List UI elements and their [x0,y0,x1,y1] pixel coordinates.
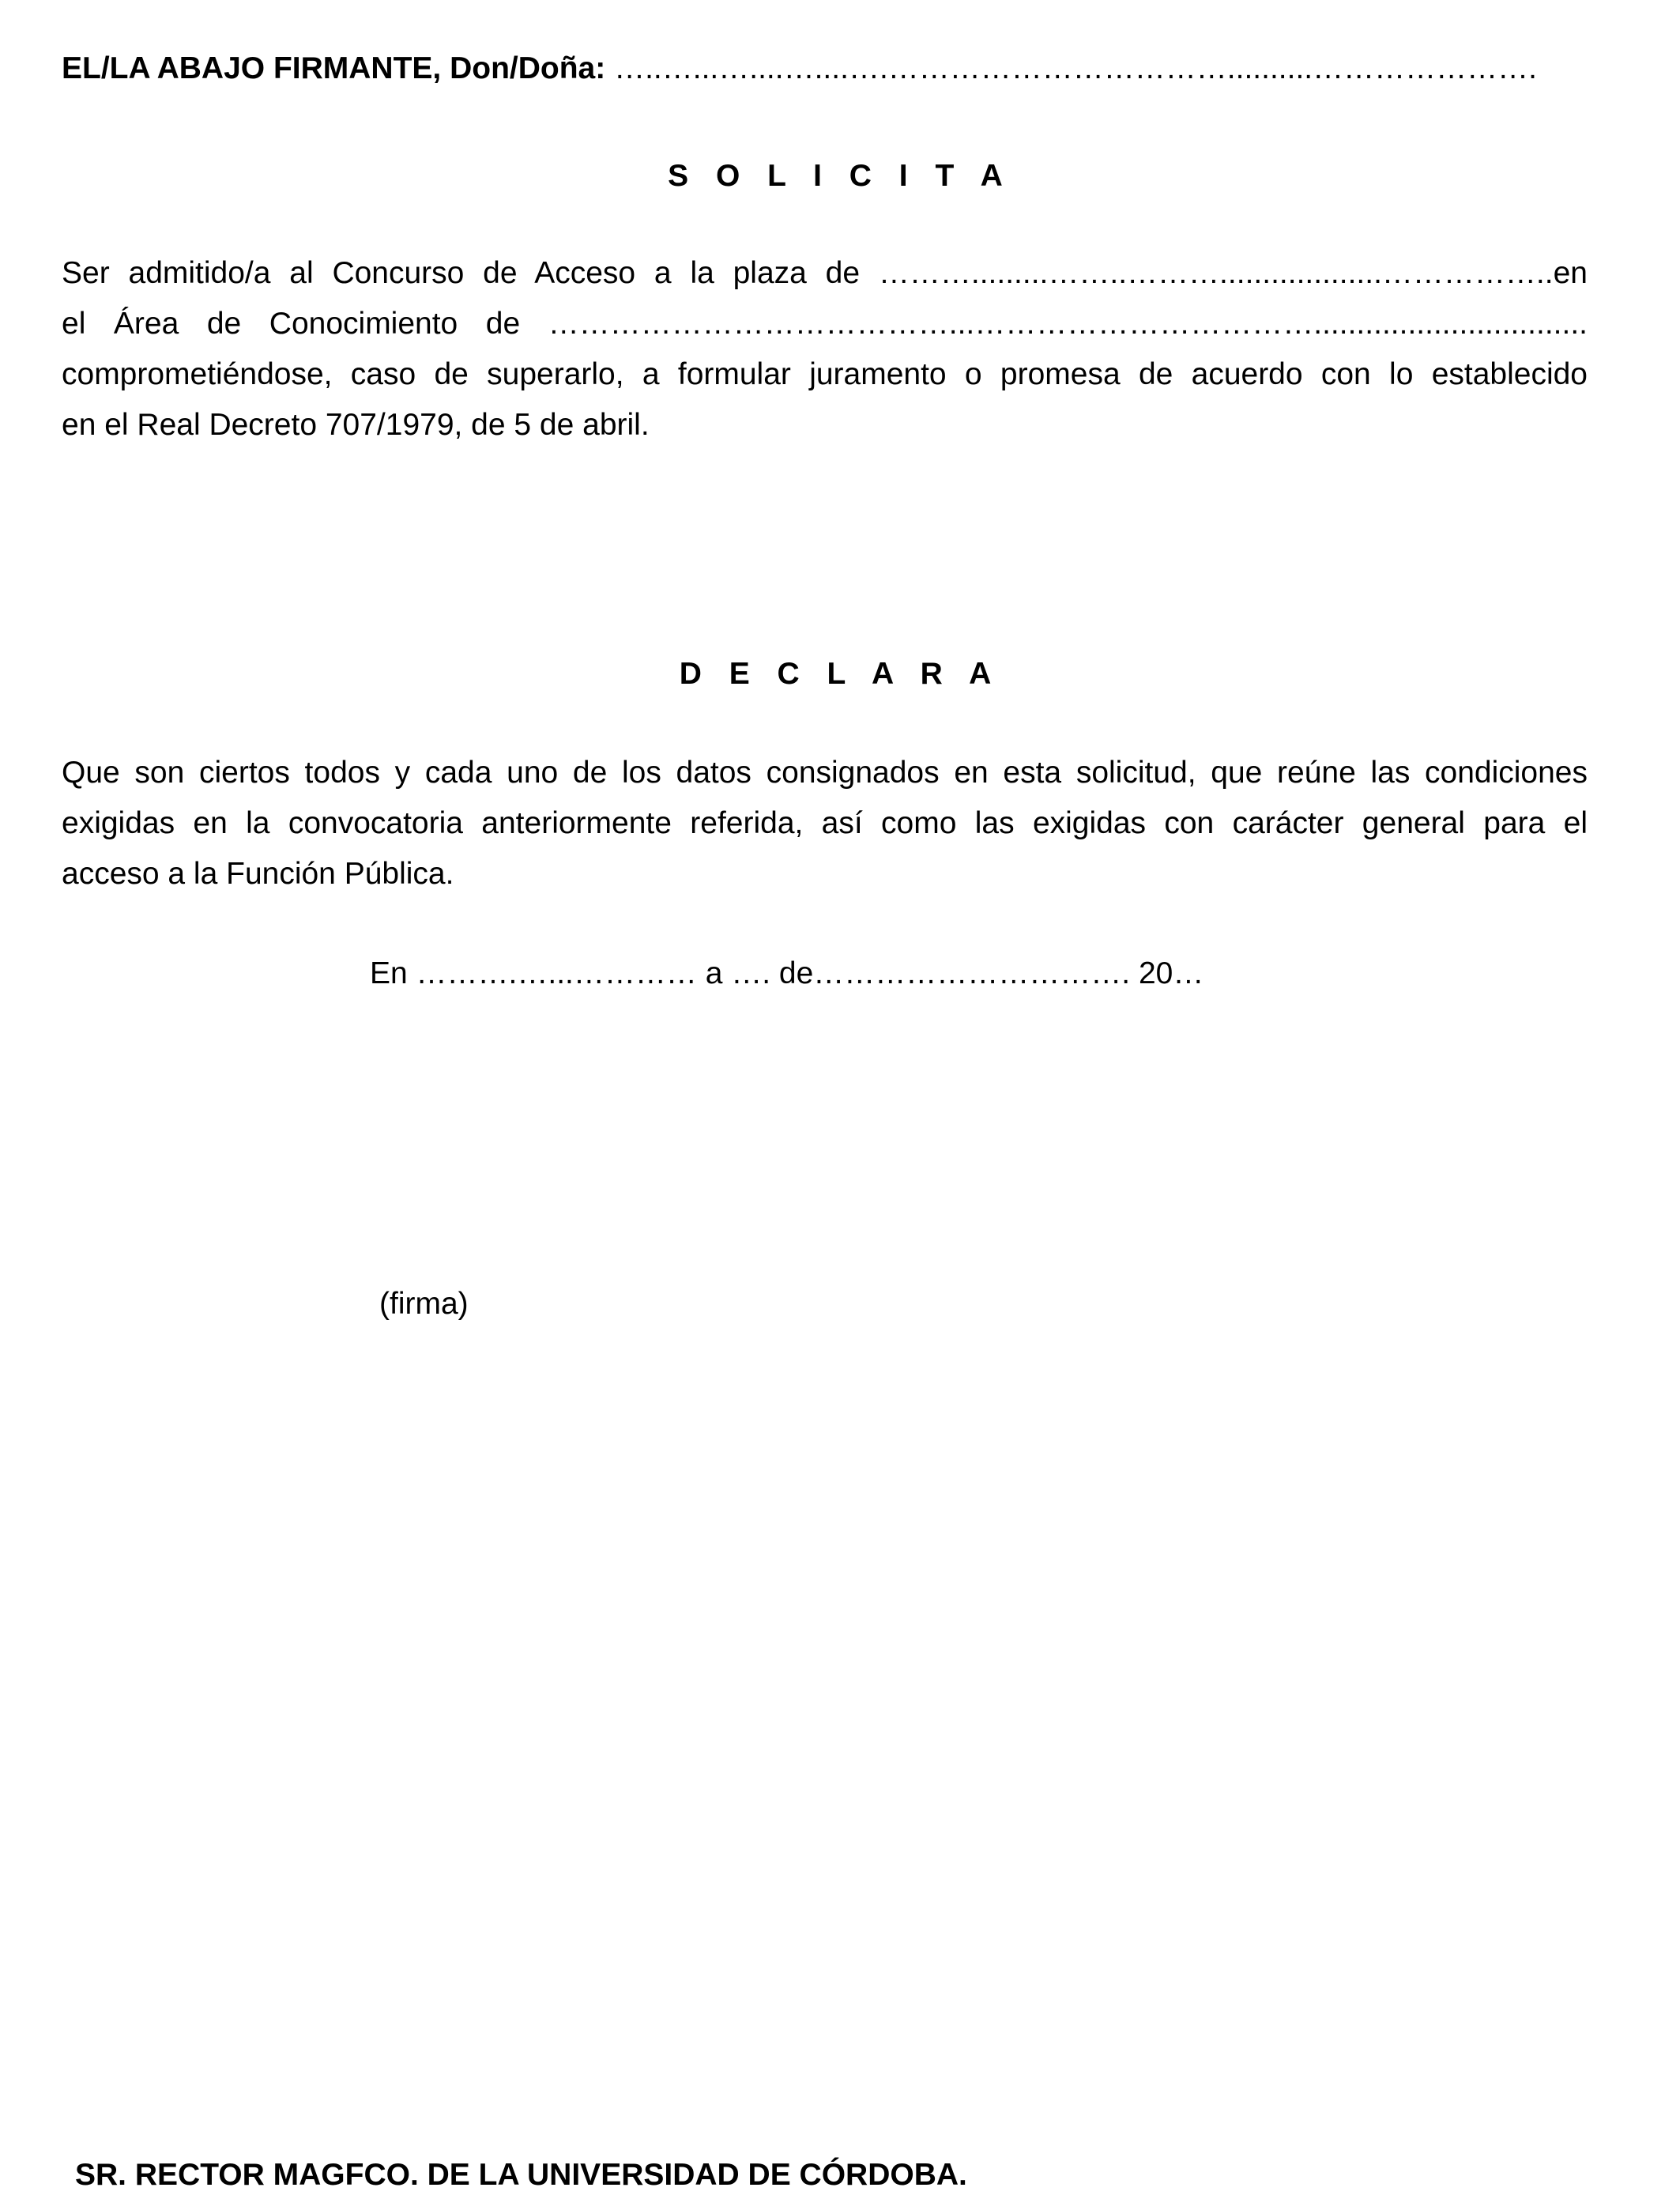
declara-paragraph [62,748,1588,899]
declara-heading: D E C L A R A [679,657,1001,691]
declara-line: Que son ciertos todos y cada uno de los datos consignados en esta solicitud, que reúne las condiciones [62,756,1588,790]
solicita-line: el Área de Conocimiento de …………………………………...……………………………................................ [62,307,1588,341]
solicita-paragraph [62,248,1588,451]
declara-line: exigidas en la convocatoria anteriormente referida, así como las exigidas con carácter general para el [62,806,1588,840]
signature-label: (firma) [379,1287,469,1321]
signatory-line [62,49,1674,89]
signatory-name-blank: …..…...…....…....….……………………………..........…………………. [614,51,1537,85]
solicita-line: comprometiéndose, caso de superarlo, a formular juramento o promesa de acuerdo con lo establecido [62,357,1588,391]
addressee-footer: SR. RECTOR MAGFCO. DE LA UNIVERSIDAD DE CÓRDOBA. [75,2158,967,2192]
place-date-line: En ……….…...………… a …. de…………………………. 20… [370,956,1204,990]
solicita-heading: S O L I C I T A [668,159,1012,193]
solicita-line: en el Real Decreto 707/1979, de 5 de abril. [62,408,650,442]
declara-line: acceso a la Función Pública. [62,857,454,891]
solicita-line: Ser admitido/a al Concurso de Acceso a la plaza de ……….........……..………...................……………..en [62,256,1588,290]
signatory-label: EL/LA ABAJO FIRMANTE, Don/Doña: [62,51,606,85]
